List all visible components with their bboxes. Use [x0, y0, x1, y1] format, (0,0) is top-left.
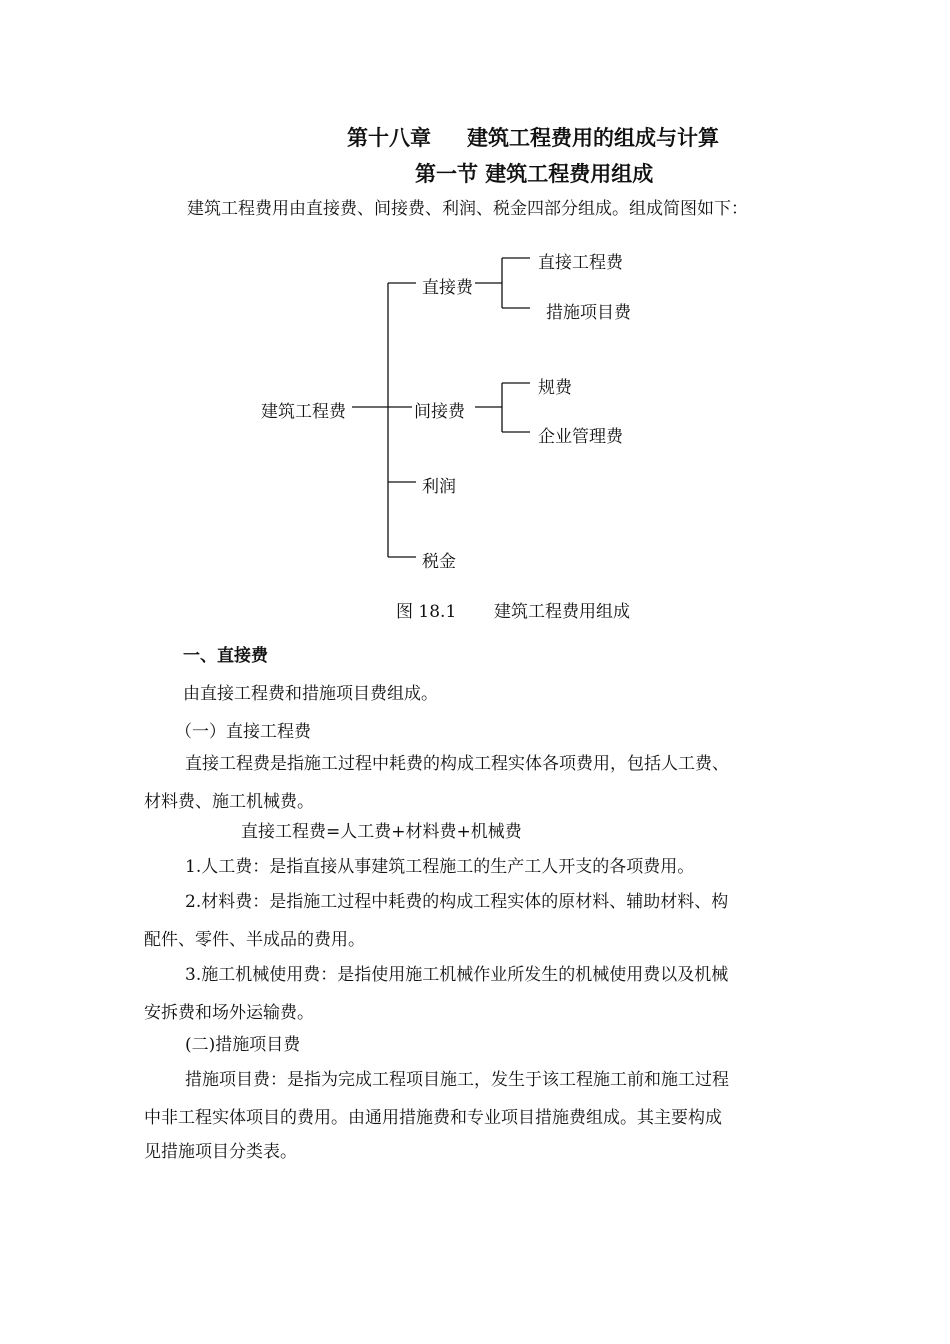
item-material-cost-line1: 2.材料费：是指施工过程中耗费的构成工程实体的原材料、辅助材料、构 [185, 892, 729, 912]
formula-direct-engineering: 直接工程费=人工费+材料费+机械费 [241, 822, 522, 842]
tree-leaf-regulatory: 规费 [538, 378, 572, 398]
figure-caption-text: 建筑工程费用组成 [494, 602, 630, 622]
tree-node-direct: 直接费 [422, 278, 473, 298]
subheading-direct-engineering: （一）直接工程费 [175, 722, 311, 742]
item-material-cost-line2: 配件、零件、半成品的费用。 [144, 930, 365, 950]
paragraph-measures-line1: 措施项目费：是指为完成工程项目施工，发生于该工程施工前和施工过程 [185, 1070, 729, 1090]
paragraph-direct-engineering-line1: 直接工程费是指施工过程中耗费的构成工程实体各项费用，包括人工费、 [185, 754, 729, 774]
heading-direct-cost: 一、直接费 [183, 646, 268, 666]
tree-leaf-management: 企业管理费 [538, 427, 623, 447]
tree-node-indirect: 间接费 [414, 402, 465, 422]
tree-node-profit: 利润 [422, 477, 456, 497]
paragraph-measures-line3: 见措施项目分类表。 [144, 1142, 297, 1162]
chapter-name: 建筑工程费用的组成与计算 [467, 125, 719, 150]
tree-leaf-direct-engineering: 直接工程费 [538, 253, 623, 273]
paragraph-direct-engineering-line2: 材料费、施工机械费。 [144, 792, 314, 812]
section-title: 第一节 建筑工程费用组成 [415, 161, 654, 186]
tree-leaf-measures: 措施项目费 [546, 303, 631, 323]
item-machinery-cost-line1: 3.施工机械使用费：是指使用施工机械作业所发生的机械使用费以及机械 [185, 965, 729, 985]
intro-paragraph: 建筑工程费用由直接费、间接费、利润、税金四部分组成。组成简图如下： [187, 199, 748, 219]
item-machinery-cost-line2: 安拆费和场外运输费。 [144, 1003, 314, 1023]
item-labor-cost: 1.人工费：是指直接从事建筑工程施工的生产工人开支的各项费用。 [185, 857, 695, 877]
paragraph-direct-cost: 由直接工程费和措施项目费组成。 [183, 684, 438, 704]
figure-caption-number: 图 18.1 [396, 602, 457, 622]
tree-node-tax: 税金 [422, 552, 456, 572]
subheading-measures: (二)措施项目费 [185, 1035, 301, 1055]
paragraph-measures-line2: 中非工程实体项目的费用。由通用措施费和专业项目措施费组成。其主要构成 [144, 1108, 722, 1128]
tree-root-label: 建筑工程费 [261, 402, 346, 422]
chapter-number: 第十八章 [347, 125, 431, 150]
